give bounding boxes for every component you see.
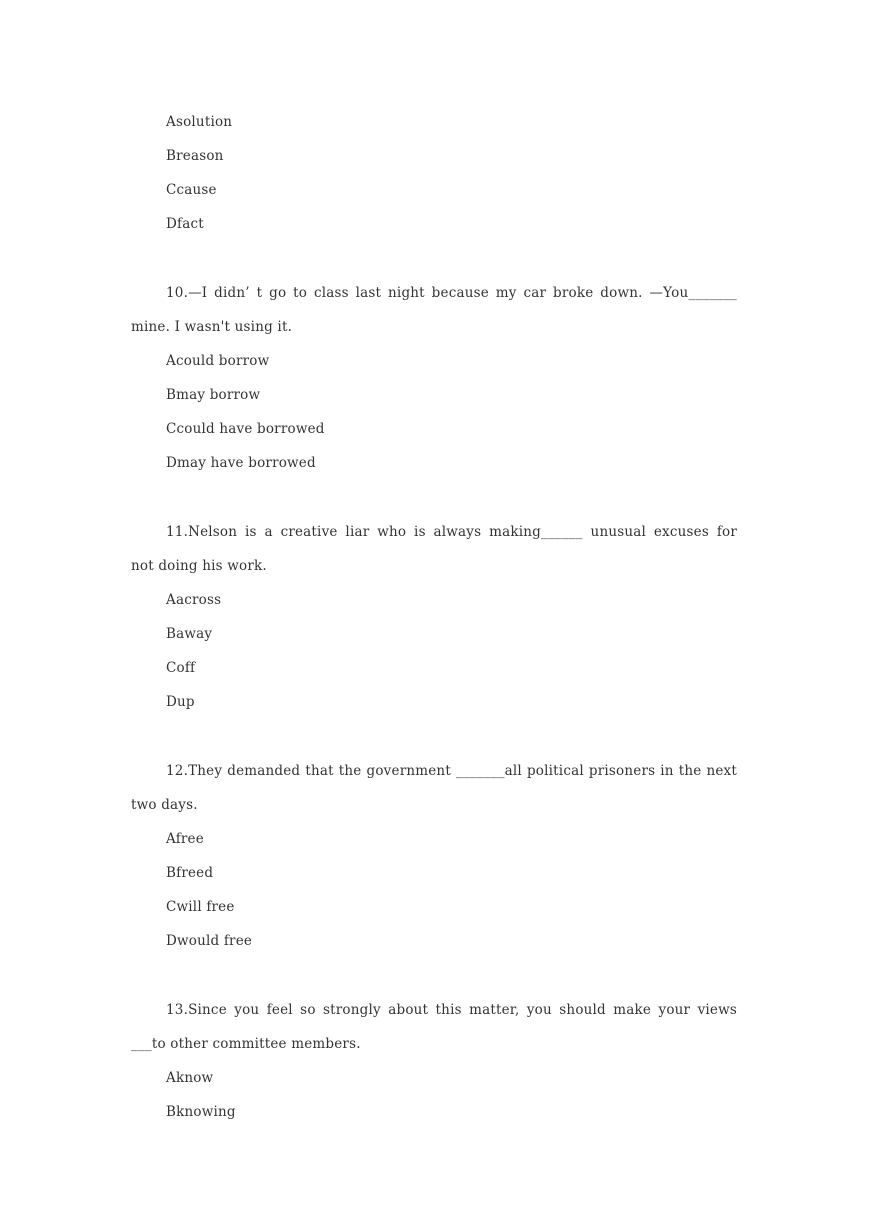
option-d: Dwould free xyxy=(166,933,253,949)
option-b: Bfreed xyxy=(166,865,214,881)
option-b: Bmay borrow xyxy=(166,387,261,403)
question-11 xyxy=(131,515,737,719)
option-a: Asolution xyxy=(166,114,233,130)
option-c: Cwill free xyxy=(166,899,235,915)
spacer xyxy=(131,958,737,993)
question-12 xyxy=(131,754,737,958)
question-text-continued: two days. xyxy=(131,797,198,813)
option-c: Ccould have borrowed xyxy=(166,421,325,437)
option-c: Coff xyxy=(166,660,196,676)
option-b: Breason xyxy=(166,148,224,164)
spacer xyxy=(131,480,737,515)
question-text: 10.—I didn’ t go to class last night because my car broke down. —You_______ xyxy=(166,285,737,301)
spacer xyxy=(131,719,737,754)
option-a: Aacross xyxy=(166,592,222,608)
document-page xyxy=(131,105,737,1129)
question-text-continued: mine. I wasn't using it. xyxy=(131,319,293,335)
previous-question-options xyxy=(131,105,737,241)
question-text: 11.Nelson is a creative liar who is always making______ unusual excuses for xyxy=(166,524,737,540)
spacer xyxy=(131,241,737,276)
question-13 xyxy=(131,993,737,1129)
option-a: Aknow xyxy=(166,1070,214,1086)
option-b: Bknowing xyxy=(166,1104,236,1120)
option-a: Acould borrow xyxy=(166,353,270,369)
question-text-continued: not doing his work. xyxy=(131,558,267,574)
question-text: 13.Since you feel so strongly about this matter, you should make your views xyxy=(166,1002,737,1018)
option-d: Dmay have borrowed xyxy=(166,455,316,471)
question-10 xyxy=(131,276,737,480)
option-c: Ccause xyxy=(166,182,217,198)
question-text: 12.They demanded that the government _______all political prisoners in the next xyxy=(166,763,737,779)
option-a: Afree xyxy=(166,831,204,847)
option-b: Baway xyxy=(166,626,213,642)
option-d: Dfact xyxy=(166,216,204,232)
option-d: Dup xyxy=(166,694,195,710)
question-text-continued: ___to other committee members. xyxy=(131,1036,361,1052)
